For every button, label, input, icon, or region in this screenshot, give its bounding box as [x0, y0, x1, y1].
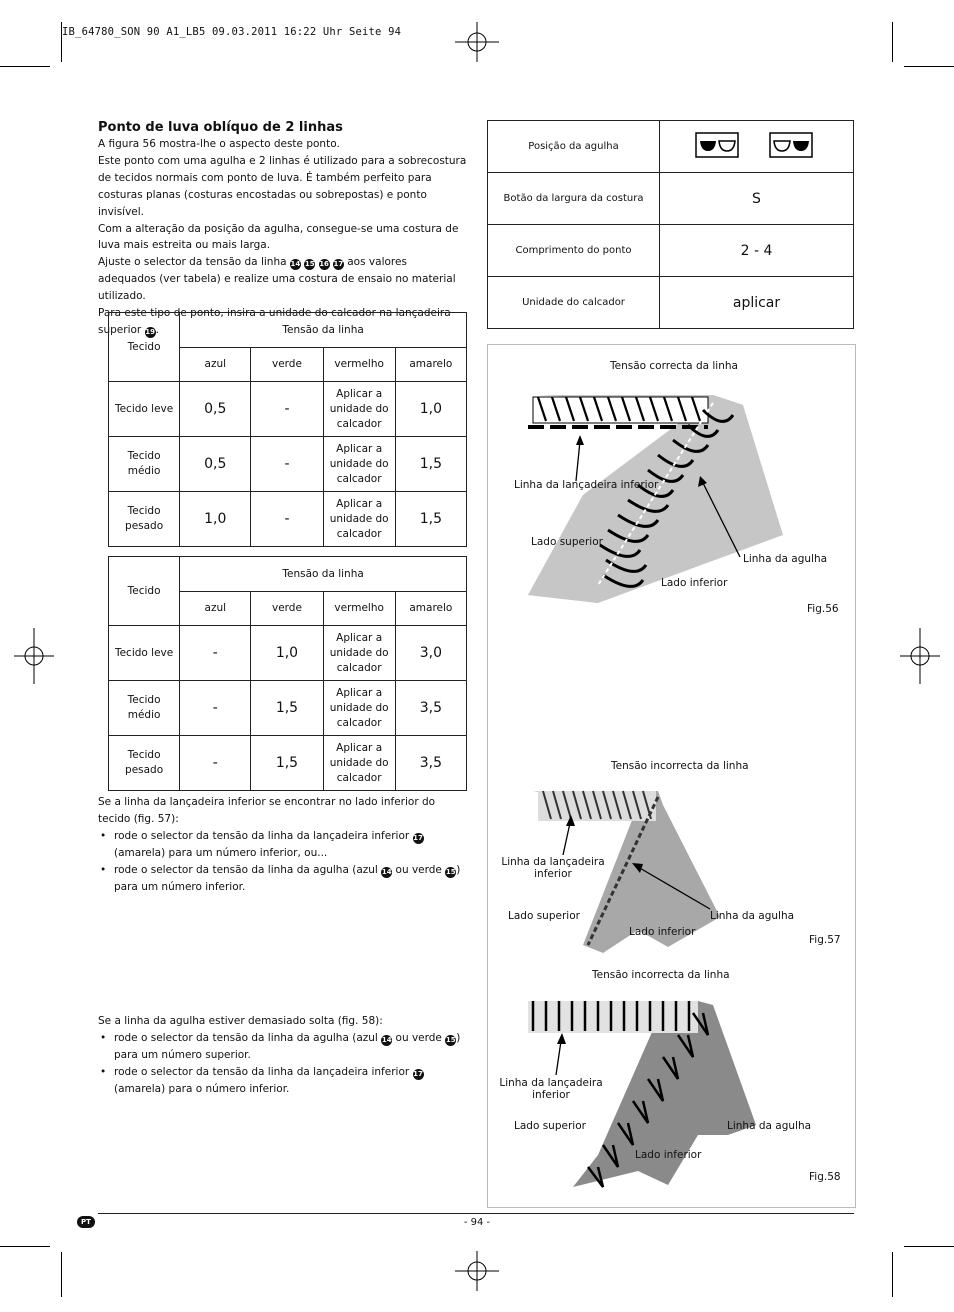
header-red: vermelho: [323, 348, 395, 382]
list-item: • rode o selector da tensão da linha da agulha (azul 14 ou verde 15) para um número inferior.: [98, 862, 468, 896]
table-row: Tecido pesado 1,0 - Aplicar a unidade do calcador 1,5: [109, 492, 467, 547]
header-green: verde: [251, 348, 323, 382]
fig58-upper-label: Lado superior: [514, 1120, 586, 1132]
fig57-title: Tensão incorrecta da linha: [611, 760, 749, 772]
table-row: Tecido leve - 1,0 Aplicar a unidade do calcador 3,0: [109, 626, 467, 681]
fig57-upper-label: Lado superior: [508, 910, 580, 922]
fig57-lower-label: Lado inferior: [629, 926, 696, 938]
paragraph: Para este tipo de ponto, insira a unidade do calcador na lançadeira superior 19.: [98, 307, 451, 336]
table-row: Unidade do calcador aplicar: [488, 277, 854, 329]
table-row: Tecido pesado - 1,5 Aplicar a unidade do calcador 3,5: [109, 736, 467, 791]
fig57-looper-label: Linha da lançadeira inferior: [501, 856, 605, 880]
fig58-title: Tensão incorrecta da linha: [592, 969, 730, 981]
badge-14: 14: [290, 260, 301, 269]
badge-15: 15: [304, 260, 315, 269]
table-row: Botão da largura da costura S: [488, 173, 854, 225]
section-title: Ponto de luva oblíquo de 2 linhas: [98, 120, 343, 135]
table-row: Tecido médio 0,5 - Aplicar a unidade do calcador 1,5: [109, 437, 467, 492]
print-header: IB_64780_SON 90 A1_LB5 09.03.2011 16:22 Uhr Seite 94: [62, 26, 402, 38]
fig56-caption: Fig.56: [807, 603, 839, 615]
header-fabric: Tecido: [109, 313, 180, 382]
section-body: [98, 136, 468, 339]
page-number: - 94 -: [463, 1217, 491, 1228]
settings-table: [487, 120, 854, 329]
tension-table-1: [108, 312, 467, 547]
fig58-lower-label: Lado inferior: [635, 1149, 702, 1161]
fix-fig58: Se a linha da agulha estiver demasiado solta (fig. 58): • rode o selector da tensão da linha da agulha (azul 14 ou verde 15) para um número superior. • rode o selector da tensão da linha da lançadeira inferior 17 (amarela) para o número inferior.: [98, 1013, 468, 1098]
header-green: verde: [251, 592, 323, 626]
fig58-looper-label: Linha da lançadeira inferior: [499, 1077, 603, 1101]
figures-panel: [487, 344, 856, 1208]
badge-16: 16: [319, 260, 329, 269]
list-item: • rode o selector da tensão da linha da agulha (azul 14 ou verde 15) para um número superior.: [98, 1030, 468, 1064]
fig56-looper-label: Linha da lançadeira inferior: [514, 479, 659, 491]
fig56-needle-label: Linha da agulha: [743, 553, 828, 565]
fig57-caption: Fig.57: [809, 934, 841, 946]
fix-fig57: Se a linha da lançadeira inferior se encontrar no lado inferior do tecido (fig. 57): • rode o selector da tensão da linha da lançadeira inferior 17 (amarela) para um número inferior, ou... • rode o selector da tensão da linha da agulha (azul 14 ou verde 15) para um número inferior.: [98, 794, 468, 895]
badge-19: 19: [145, 327, 155, 336]
badge-17: 17: [333, 260, 344, 269]
needle-position-icon: [682, 125, 832, 165]
header-tension: Tensão da linha: [180, 557, 467, 592]
header-fabric: Tecido: [109, 557, 180, 626]
header-red: vermelho: [323, 592, 395, 626]
header-tension: Tensão da linha: [180, 313, 467, 348]
table-row: Posição da agulha: [488, 121, 854, 173]
paragraph: Ajuste o selector da tensão da linha 14 15 16 17 aos valores adequados (ver tabela) e realize uma costura de ensaio no material utilizado.: [98, 256, 456, 303]
fig56-lower-label: Lado inferior: [661, 577, 728, 589]
fig56-title: Tensão correcta da linha: [610, 360, 738, 372]
tension-table-2: [108, 556, 467, 791]
fig57-needle-label: Linha da agulha: [710, 910, 795, 922]
table-row: Tecido médio - 1,5 Aplicar a unidade do calcador 3,5: [109, 681, 467, 736]
needle-position-icons: [660, 121, 854, 173]
paragraph: A figura 56 mostra-lhe o aspecto deste ponto.: [98, 138, 340, 150]
header-yellow: amarelo: [395, 348, 466, 382]
header-blue: azul: [180, 592, 251, 626]
header-yellow: amarelo: [395, 592, 466, 626]
paragraph: Este ponto com uma agulha e 2 linhas é utilizado para a sobrecostura de tecidos normais com ponto de luva. É também perfeito para costuras planas (costuras encostadas ou sobrepostas) e ponto invisível.: [98, 154, 467, 218]
fig56-upper-label: Lado superior: [531, 536, 603, 548]
fig58-needle-label: Linha da agulha: [727, 1120, 812, 1132]
table-row: Tecido leve 0,5 - Aplicar a unidade do calcador 1,0: [109, 382, 467, 437]
language-badge: PT: [77, 1216, 95, 1228]
header-blue: azul: [180, 348, 251, 382]
fig58-caption: Fig.58: [809, 1171, 841, 1183]
list-item: • rode o selector da tensão da linha da lançadeira inferior 17 (amarela) para um número inferior, ou...: [98, 828, 468, 862]
list-item: • rode o selector da tensão da linha da lançadeira inferior 17 (amarela) para o número inferior.: [98, 1064, 468, 1098]
footer-rule: [98, 1213, 854, 1214]
table-row: Comprimento do ponto 2 - 4: [488, 225, 854, 277]
paragraph: Com a alteração da posição da agulha, consegue-se uma costura de luva mais estreita ou mais larga.: [98, 222, 459, 252]
fig56-illustration: [528, 395, 783, 603]
